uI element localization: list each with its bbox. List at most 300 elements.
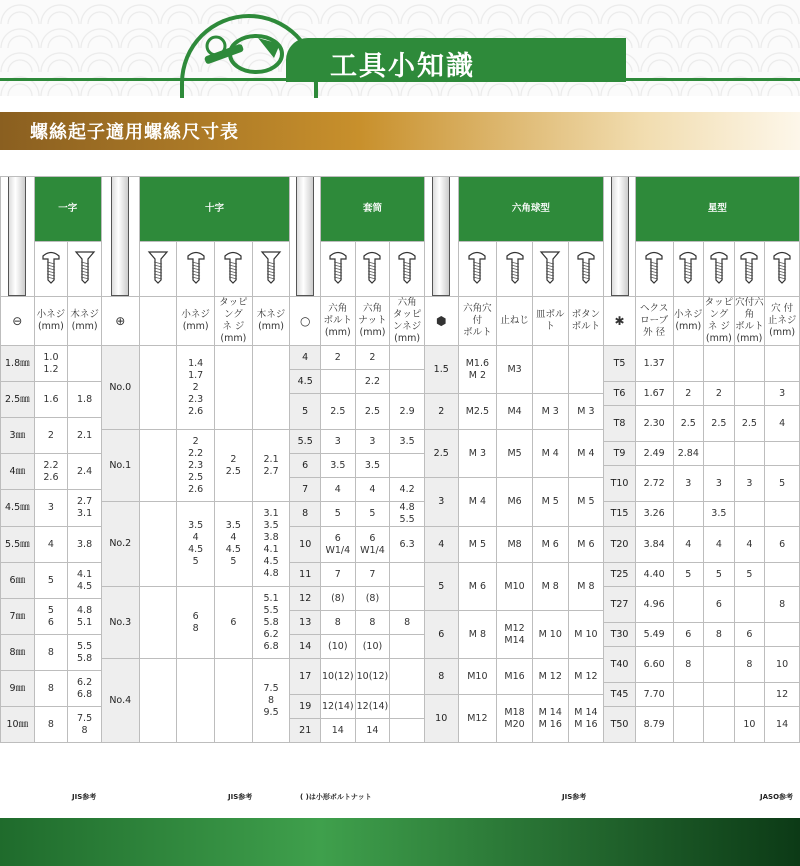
hex-flat-header: 皿ボルト: [532, 297, 568, 346]
hex-size: 2: [424, 394, 458, 430]
torx-tap-screw-icon: [704, 241, 735, 296]
socket-size: 13: [290, 611, 321, 635]
hex-flat-value: M 5: [532, 478, 568, 527]
slot-wood-value: 2.4: [68, 454, 102, 490]
hex-flat-value: M 4: [532, 430, 568, 478]
hex-set-header: 止ねじ: [497, 297, 533, 346]
phillips-small-value: 6 8: [177, 587, 215, 659]
torx-holebolt-value: 10: [765, 647, 800, 683]
torx-hexbolt-header: 穴付六角 ボルト (mm): [735, 297, 764, 344]
socket-size: 5.5: [290, 430, 321, 454]
torx-small-value: 2.5: [673, 406, 704, 442]
slot-wood-value: [68, 346, 102, 382]
socket-tap-value: [390, 346, 425, 370]
torx-tap-value: [704, 442, 735, 466]
torx-holebolt-screw-icon: [765, 241, 800, 296]
hex-button-value: M 3: [568, 394, 604, 430]
socket-bolt-value: 12(14): [320, 695, 355, 719]
slot-wood-value: 2.1: [68, 418, 102, 454]
socket-bolt-header: 六角 ボルト (mm): [320, 297, 355, 346]
hex-bolt-value: M 6: [458, 563, 497, 611]
slot-wood-screw-icon: [68, 241, 102, 296]
torx-dia-value: 4.96: [635, 587, 673, 623]
socket-nut-value: 14: [355, 719, 390, 743]
phillips-blank: [139, 587, 177, 659]
torx-holebolt-value: [765, 502, 800, 527]
slot-small-value: 5: [34, 563, 68, 599]
size-table: [0, 176, 800, 743]
torx-size: T6: [604, 382, 636, 406]
socket-size: 10: [290, 527, 321, 563]
socket-bolt-value: 14: [320, 719, 355, 743]
torx-small-value: 3: [673, 466, 704, 502]
slot-small-header: 小ネジ (mm): [34, 297, 68, 346]
torx-dia-value: 1.67: [635, 382, 673, 406]
hex-button-value: [568, 346, 604, 394]
torx-hexbolt-value: [734, 683, 765, 707]
hex-set-value: M12 M14: [497, 611, 533, 659]
slot-small-value: 8: [34, 707, 68, 743]
torx-hexbolt-value: 3: [734, 466, 765, 502]
subtitle: 螺絲起子適用螺絲尺寸表: [30, 122, 239, 143]
socket-nut-value: 8: [355, 611, 390, 635]
socket-tap-header: 六角 タッピンネジ (mm): [390, 297, 425, 346]
socket-tap-value: 6.3: [390, 527, 425, 563]
phillips-tap-value: 6: [215, 587, 253, 659]
torx-size: T15: [604, 502, 636, 527]
torx-dia-value: 2.49: [635, 442, 673, 466]
torx-small-value: [673, 502, 704, 527]
slot-wood-value: 2.7 3.1: [68, 490, 102, 527]
socket-bolt-value: 10(12): [320, 659, 355, 695]
slot-tip-symbol: ⊖: [1, 297, 35, 346]
socket-bolt-value: [320, 370, 355, 394]
slot-size: 4.5㎜: [1, 490, 35, 527]
hex-button-value: M 12: [568, 659, 604, 695]
torx-size: T40: [604, 647, 636, 683]
hex-flat-value: M 12: [532, 659, 568, 695]
phillips-tap-header: タッピング ネ ジ (mm): [215, 297, 253, 346]
hex-button-value: M 6: [568, 527, 604, 563]
hex-shaft-graphic: [424, 177, 458, 297]
torx-tap-value: 4: [704, 527, 735, 563]
hex-button-value: M 8: [568, 563, 604, 611]
torx-dia-value: 4.40: [635, 563, 673, 587]
hex-set-value: M10: [497, 563, 533, 611]
torx-dia-value: 7.70: [635, 683, 673, 707]
hex-size: 3: [424, 478, 458, 527]
hex-button-value: M 14 M 16: [568, 695, 604, 743]
torx-small-value: 2: [673, 382, 704, 406]
torx-small-screw-icon: [673, 241, 704, 296]
hex-button-value: M 4: [568, 430, 604, 478]
phillips-wood-value: 3.1 3.5 3.8 4.1 4.5 4.8: [252, 502, 290, 587]
torx-tip-symbol: ✱: [604, 297, 636, 346]
torx-dia-value: 1.37: [635, 346, 673, 382]
hex-bolt-value: M 8: [458, 611, 497, 659]
phillips-wood-value: 2.1 2.7: [252, 430, 290, 502]
socket-nut-value: 5: [355, 502, 390, 527]
socket-size: 19: [290, 695, 321, 719]
socket-bolt-value: 3.5: [320, 454, 355, 478]
hex-flat-value: [532, 346, 568, 394]
table-subrow: [1, 346, 800, 358]
phillips-tap-value: [215, 346, 253, 430]
torx-holebolt-value: 8: [765, 587, 800, 623]
torx-dia-value: 2.30: [635, 406, 673, 442]
torx-small-value: 2.84: [673, 442, 704, 466]
socket-size: 6: [290, 454, 321, 478]
torx-size: T5: [604, 346, 636, 382]
torx-small-value: 6: [673, 623, 704, 647]
torx-holebolt-header: 穴 付 止ネジ (mm): [765, 297, 800, 346]
socket-tap-value: [390, 719, 425, 743]
slot-wood-value: 4.8 5.1: [68, 599, 102, 635]
torx-dia-value: 8.79: [635, 707, 673, 743]
torx-tap-value: [704, 707, 735, 743]
socket-bolt-value: (10): [320, 635, 355, 659]
tool-logo-icon: [196, 24, 292, 78]
socket-tap-value: [390, 635, 425, 659]
phillips-number: No.1: [101, 430, 139, 502]
hex-flat-value: M 6: [532, 527, 568, 563]
socket-nut-value: 3.5: [355, 454, 390, 478]
torx-dia-value: 2.72: [635, 466, 673, 502]
torx-holebolt-value: 14: [765, 707, 800, 743]
hex-set-value: M3: [497, 346, 533, 394]
torx-size: T20: [604, 527, 636, 563]
hex-flat-value: M 3: [532, 394, 568, 430]
hex-set-value: M5: [497, 430, 533, 478]
hex-flat-value: M 14 M 16: [532, 695, 568, 743]
socket-bolt-screw-icon: [320, 241, 355, 296]
hex-tip-symbol: ⬢: [424, 297, 458, 346]
torx-small-value: [673, 707, 704, 743]
torx-tap-value: 2: [704, 382, 735, 406]
torx-dia-value: 6.60: [635, 647, 673, 683]
socket-size: 4: [290, 346, 321, 370]
socket-size: 5: [290, 394, 321, 430]
torx-tap-value: 2.5: [704, 406, 735, 442]
table-subrow: [1, 502, 800, 515]
phillips-tap-value: 2 2.5: [215, 430, 253, 502]
slot-size: 2.5㎜: [1, 382, 35, 418]
slot-wood-value: 3.8: [68, 527, 102, 563]
footnote-jis-phillips: JIS参考: [228, 793, 253, 801]
slot-small-value: 2.2 2.6: [34, 454, 68, 490]
socket-tap-value: [390, 587, 425, 611]
torx-size: T8: [604, 406, 636, 442]
slot-wood-header: 木ネジ (mm): [68, 297, 102, 346]
torx-dia-value: 3.84: [635, 527, 673, 563]
socket-bolt-value: 7: [320, 563, 355, 587]
torx-tap-value: 3.5: [704, 502, 735, 527]
socket-shaft-graphic: [290, 177, 321, 297]
hex-flat-value: M 10: [532, 611, 568, 659]
torx-hexbolt-value: 5: [734, 563, 765, 587]
hex-set-value: M18 M20: [497, 695, 533, 743]
torx-small-value: 4: [673, 527, 704, 563]
torx-hexbolt-value: 10: [734, 707, 765, 743]
socket-bolt-value: 2.5: [320, 394, 355, 430]
socket-bolt-value: (8): [320, 587, 355, 611]
socket-size: 17: [290, 659, 321, 695]
socket-tap-value: 3.5: [390, 430, 425, 454]
hex-bolt-value: M1.6 M 2: [458, 346, 497, 394]
torx-tap-value: [704, 683, 735, 707]
socket-nut-header: 六角 ナット (mm): [355, 297, 390, 346]
slot-size: 6㎜: [1, 563, 35, 599]
slot-wood-value: 4.1 4.5: [68, 563, 102, 599]
phillips-wood-screw-icon: [252, 241, 290, 296]
torx-size: T30: [604, 623, 636, 647]
socket-tap-value: 2.9: [390, 394, 425, 430]
hex-flat-screw-icon: [532, 241, 568, 296]
socket-tip-symbol: ○: [290, 297, 321, 346]
slot-size: 8㎜: [1, 635, 35, 671]
hex-set-value: M8: [497, 527, 533, 563]
torx-dia-header: ヘクスローブ 外 径: [635, 297, 673, 346]
torx-hexbolt-screw-icon: [734, 241, 765, 296]
torx-holebolt-value: [765, 563, 800, 587]
hex-set-screw-icon: [497, 241, 533, 296]
footer-gradient: [0, 818, 800, 866]
socket-nut-value: 2: [355, 346, 390, 370]
torx-size: T10: [604, 466, 636, 502]
socket-nut-value: 7: [355, 563, 390, 587]
socket-bolt-value: 2: [320, 346, 355, 370]
socket-size: 14: [290, 635, 321, 659]
hex-bolt-value: M10: [458, 659, 497, 695]
socket-bolt-value: 8: [320, 611, 355, 635]
hex-button-screw-icon: [568, 241, 604, 296]
torx-hexbolt-value: 2.5: [734, 406, 765, 442]
torx-size: T25: [604, 563, 636, 587]
socket-nut-value: 3: [355, 430, 390, 454]
hex-flat-value: M 8: [532, 563, 568, 611]
slot-size: 4㎜: [1, 454, 35, 490]
phillips-blank: [139, 430, 177, 502]
phillips-wood-header: 木ネジ (mm): [252, 297, 290, 346]
socket-size: 21: [290, 719, 321, 743]
torx-hexbolt-value: 8: [734, 647, 765, 683]
hex-bolt-value: M 4: [458, 478, 497, 527]
socket-bolt-value: 6 W1/4: [320, 527, 355, 563]
torx-shaft-graphic: [604, 177, 636, 297]
socket-nut-value: (10): [355, 635, 390, 659]
phillips-tap-value: [215, 659, 253, 743]
torx-holebolt-value: 3: [765, 382, 800, 406]
slot-size: 3㎜: [1, 418, 35, 454]
hex-bolt-screw-icon: [458, 241, 497, 296]
phillips-tap-value: 3.5 4 4.5 5: [215, 502, 253, 587]
hex-size: 8: [424, 659, 458, 695]
group-torx: 星型: [635, 177, 799, 242]
torx-dia-value: 5.49: [635, 623, 673, 647]
socket-size: 11: [290, 563, 321, 587]
group-phillips: 十字: [139, 177, 290, 242]
phillips-number: No.3: [101, 587, 139, 659]
hex-size: 2.5: [424, 430, 458, 478]
torx-small-value: [673, 346, 704, 382]
phillips-small-value: 2 2.2 2.3 2.5 2.6: [177, 430, 215, 502]
group-slot: 一字: [34, 177, 101, 242]
footnote-socket: ( )は小形ボルトナット: [300, 793, 372, 801]
slot-size: 5.5㎜: [1, 527, 35, 563]
phillips-number: No.4: [101, 659, 139, 743]
socket-size: 8: [290, 502, 321, 527]
torx-star-screw-icon: [635, 241, 673, 296]
torx-size: T27: [604, 587, 636, 623]
socket-nut-screw-icon: [355, 241, 390, 296]
footnote-jis-hex: JIS参考: [562, 793, 587, 801]
socket-tap-value: [390, 563, 425, 587]
phillips-blank: [139, 502, 177, 587]
torx-hexbolt-value: [734, 502, 765, 527]
hex-button-value: M 10: [568, 611, 604, 659]
socket-tap-value: 8: [390, 611, 425, 635]
phillips-tip-screw-icon: [139, 241, 177, 296]
table-subrow: [1, 587, 800, 599]
socket-nut-value: 2.5: [355, 394, 390, 430]
hex-bolt-header: 六角穴付 ボルト: [458, 297, 497, 346]
torx-tap-value: 3: [704, 466, 735, 502]
hex-set-value: M4: [497, 394, 533, 430]
socket-bolt-value: 3: [320, 430, 355, 454]
socket-tap-value: [390, 370, 425, 394]
torx-hexbolt-value: [734, 346, 765, 382]
slot-wood-value: 1.8: [68, 382, 102, 418]
slot-small-value: 1.0 1.2: [34, 346, 68, 382]
slot-size: 10㎜: [1, 707, 35, 743]
torx-tap-value: [704, 647, 735, 683]
torx-small-value: 8: [673, 647, 704, 683]
slot-small-value: 4: [34, 527, 68, 563]
torx-holebolt-value: 6: [765, 527, 800, 563]
slot-shaft-graphic: [1, 177, 35, 297]
phillips-small-screw-icon: [177, 241, 215, 296]
phillips-small-value: 1.4 1.7 2 2.3 2.6: [177, 346, 215, 430]
phillips-number: No.0: [101, 346, 139, 430]
slot-wood-value: 5.5 5.8: [68, 635, 102, 671]
socket-nut-value: 12(14): [355, 695, 390, 719]
hex-size: 4: [424, 527, 458, 563]
hex-size: 10: [424, 695, 458, 743]
torx-holebolt-value: 5: [765, 466, 800, 502]
socket-size: 7: [290, 478, 321, 502]
phillips-wood-value: 5.1 5.5 5.8 6.2 6.8: [252, 587, 290, 659]
torx-hexbolt-value: [734, 382, 765, 406]
torx-hexbolt-value: [734, 587, 765, 623]
phillips-wood-value: [252, 346, 290, 430]
hex-button-header: ボタン ボルト: [568, 297, 604, 346]
phillips-blank: [139, 659, 177, 743]
socket-size: 12: [290, 587, 321, 611]
hex-button-value: M 5: [568, 478, 604, 527]
slot-small-value: 2: [34, 418, 68, 454]
torx-holebolt-value: [765, 623, 800, 647]
torx-holebolt-value: 4: [765, 406, 800, 442]
socket-nut-value: (8): [355, 587, 390, 611]
torx-tap-header: タッピング ネ ジ (mm): [704, 297, 734, 344]
slot-small-value: 3: [34, 490, 68, 527]
torx-size: T50: [604, 707, 636, 743]
torx-hexbolt-value: 4: [734, 527, 765, 563]
slot-small-screw-icon: [34, 241, 68, 296]
torx-holebolt-value: 12: [765, 683, 800, 707]
hex-bolt-value: M12: [458, 695, 497, 743]
socket-nut-value: 10(12): [355, 659, 390, 695]
footnote-jaso: JASO参考: [760, 793, 794, 801]
phillips-small-value: [177, 659, 215, 743]
socket-tap-value: [390, 659, 425, 695]
phillips-number: No.2: [101, 502, 139, 587]
phillips-wood-value: 7.5 8 9.5: [252, 659, 290, 743]
slot-small-value: 8: [34, 635, 68, 671]
socket-nut-value: 4: [355, 478, 390, 502]
torx-tap-value: 8: [704, 623, 735, 647]
phillips-blank: [139, 346, 177, 430]
torx-size: T9: [604, 442, 636, 466]
slot-small-value: 1.6: [34, 382, 68, 418]
phillips-tap-screw-icon: [215, 241, 253, 296]
torx-dia-value: 3.26: [635, 502, 673, 527]
socket-tap-screw-icon: [390, 241, 425, 296]
hex-size: 1.5: [424, 346, 458, 394]
torx-size: T45: [604, 683, 636, 707]
torx-small-value: [673, 587, 704, 623]
socket-bolt-value: 5: [320, 502, 355, 527]
socket-nut-value: 6 W1/4: [355, 527, 390, 563]
hex-set-value: M16: [497, 659, 533, 695]
phillips-small-value: 3.5 4 4.5 5: [177, 502, 215, 587]
socket-tap-value: 4.2: [390, 478, 425, 502]
slot-size: 1.8㎜: [1, 346, 35, 382]
torx-holebolt-value: [765, 346, 800, 382]
torx-hexbolt-value: 6: [734, 623, 765, 647]
group-hex: 六角球型: [458, 177, 604, 242]
hex-bolt-value: M2.5: [458, 394, 497, 430]
slot-wood-value: 7.5 8: [68, 707, 102, 743]
socket-size: 4.5: [290, 370, 321, 394]
torx-small-value: [673, 683, 704, 707]
torx-small-value: 5: [673, 563, 704, 587]
hex-bolt-value: M 3: [458, 430, 497, 478]
torx-small-header: 小ネジ (mm): [673, 297, 704, 346]
torx-tap-value: [704, 346, 735, 382]
phillips-blank-header: [139, 297, 177, 346]
torx-hexbolt-value: [734, 442, 765, 466]
hex-size: 6: [424, 611, 458, 659]
slot-size: 9㎜: [1, 671, 35, 707]
torx-holebolt-value: [765, 442, 800, 466]
phillips-tip-symbol: ⊕: [101, 297, 139, 346]
hex-bolt-value: M 5: [458, 527, 497, 563]
socket-tap-value: [390, 695, 425, 719]
group-socket: 套筒: [320, 177, 424, 242]
slot-wood-value: 6.2 6.8: [68, 671, 102, 707]
phillips-shaft-graphic: [101, 177, 139, 297]
socket-tap-value: [390, 454, 425, 478]
torx-tap-value: 6: [704, 587, 735, 623]
hex-size: 5: [424, 563, 458, 611]
slot-size: 7㎜: [1, 599, 35, 635]
hex-set-value: M6: [497, 478, 533, 527]
torx-tap-value: 5: [704, 563, 735, 587]
socket-nut-value: 2.2: [355, 370, 390, 394]
page-title: 工具小知識: [330, 51, 475, 82]
footnote-jis-slot: JIS参考: [72, 793, 97, 801]
